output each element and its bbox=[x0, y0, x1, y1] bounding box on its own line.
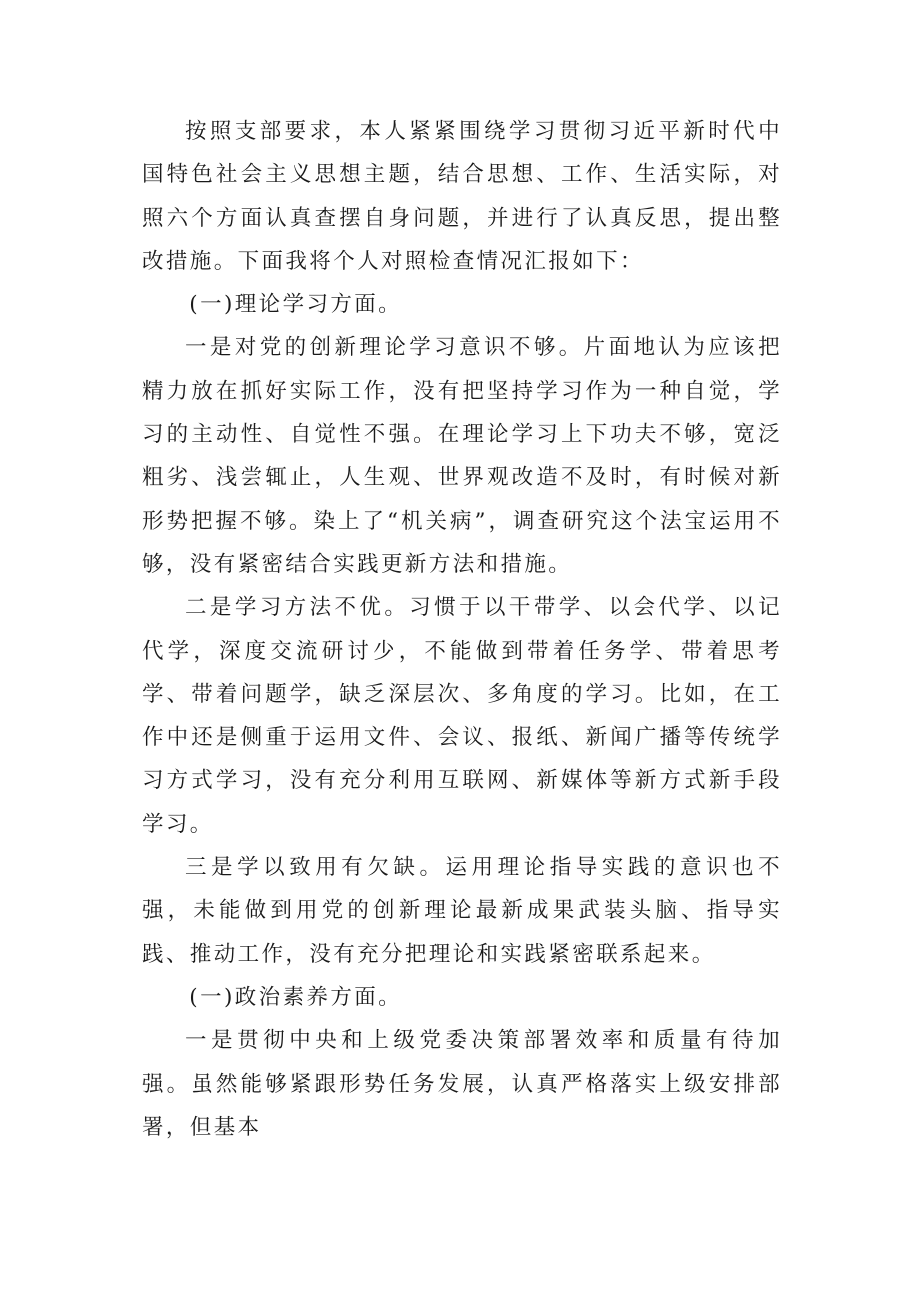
intro-paragraph: 按照支部要求，本人紧紧围绕学习贯彻习近平新时代中国特色社会主义思想主题，结合思想、工作、生活实际，对照六个方面认真查摆自身问题，并进行了认真反思，提出整改措施。下面我将个人对照检查情况汇报如下： bbox=[142, 119, 782, 274]
section-heading-theory-study: (一)理论学习方面。 bbox=[189, 292, 403, 318]
section-heading-political-literacy: (一)政治素养方面。 bbox=[189, 984, 403, 1010]
theory-point-one-paragraph: 一是对党的创新理论学习意识不够。片面地认为应该把精力放在抓好实际工作，没有把坚持学习作为一种自觉，学习的主动性、自觉性不强。在理论学习上下功夫不够，宽泛粗劣、浅尝辄止，人生观、世界观改造不及时，有时候对新形势把握不够。染上了“机关病”，调查研究这个法宝运用不够，没有紧密结合实践更新方法和措施。 bbox=[142, 335, 782, 577]
theory-point-three-paragraph: 三是学以致用有欠缺。运用理论指导实践的意识也不强，未能做到用党的创新理论最新成果武装头脑、指导实践、推动工作，没有充分把理论和实践紧密联系起来。 bbox=[142, 855, 782, 967]
political-point-one-paragraph: 一是贯彻中央和上级党委决策部署效率和质量有待加强。虽然能够紧跟形势任务发展，认真严格落实上级安排部署，但基本 bbox=[142, 1028, 782, 1140]
theory-point-two-paragraph: 二是学习方法不优。习惯于以干带学、以会代学、以记代学，深度交流研讨少，不能做到带着任务学、带着思考学、带着问题学，缺乏深层次、多角度的学习。比如，在工作中还是侧重于运用文件、会议、报纸、新闻广播等传统学习方式学习，没有充分利用互联网、新媒体等新方式新手段学习。 bbox=[142, 595, 782, 837]
document-body bbox=[142, 110, 782, 1149]
